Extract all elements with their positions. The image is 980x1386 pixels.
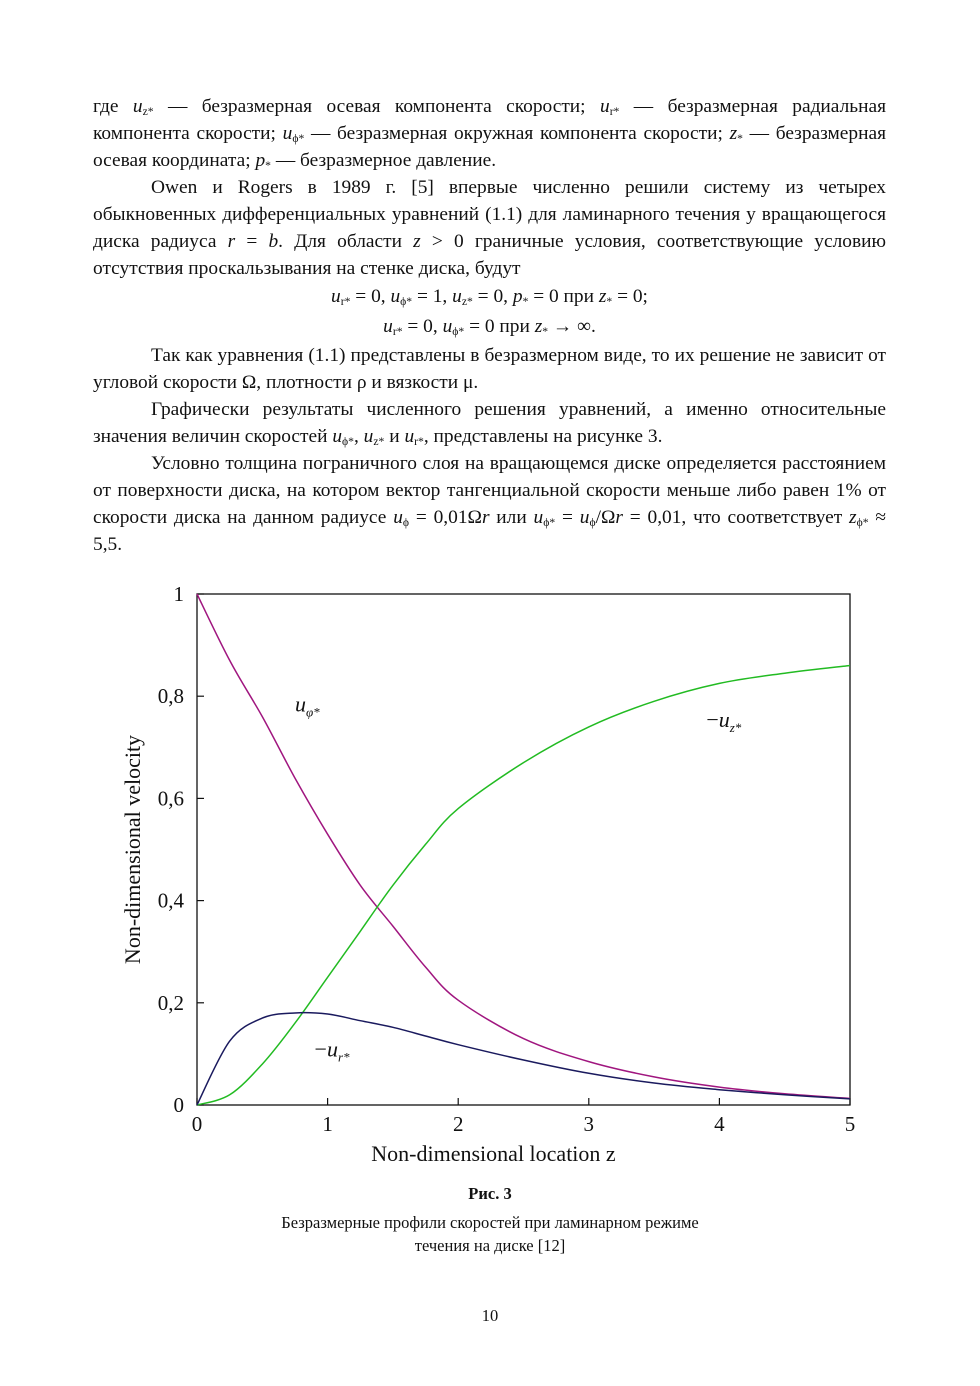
y-tick-label: 0,4 [157, 888, 184, 913]
page-number: 10 [481, 1306, 499, 1325]
x-tick-label: 2 [452, 1112, 464, 1136]
x-tick-label: 3 [583, 1112, 595, 1136]
figure-caption [0, 1211, 980, 1257]
plot-frame [197, 594, 850, 1105]
curve-label-1: $-u_{z*}$ [706, 706, 742, 735]
paragraph-2: Owen и Rogers в 1989 г. [5] впервые численно решили систему из четырех обыкновенных дифференциальных уравнений (1.1) для ламинарного течения у вращающегося диска радиуса r = b. Для области z > 0 граничные условия, соответствующие условию отсутствия проскальзывания на стенке диска, будут [93, 177, 887, 279]
y-tick-label: 1 [173, 582, 184, 606]
figure-caption-line-2: течения на диске [12] [414, 1236, 566, 1255]
boundary-condition-2: $u_{r*} = 0$, $u_{\phi*} = 0$ при $z_*$ → ∞. [383, 316, 596, 338]
y-tick-label: 0,2 [157, 990, 184, 1015]
y-axis-label: Non-dimensional velocity [120, 734, 145, 965]
x-axis-label: Non-dimensional location z [371, 1141, 616, 1166]
x-tick-label: 1 [322, 1112, 333, 1136]
x-tick-label: 4 [714, 1112, 725, 1136]
velocity-chart [110, 580, 870, 1180]
paragraph-3: Так как уравнения (1.1) представлены в безразмерном виде, то их решение не зависит от угловой скорости Ω, плотности ρ и вязкости μ. [93, 345, 886, 393]
paragraph-4: Графически результаты численного решения уравнений, а именно относительные значения величин скоростей $u_{\phi*}$, $u_{z*}$ и $u_{r*}$, представлены на рисунке 3. [93, 399, 886, 448]
velocity-profile-figure [110, 580, 870, 1180]
figure-label: Рис. 3 [468, 1184, 512, 1203]
y-tick-label: 0 [173, 1093, 184, 1117]
paragraph-1: где $u_{z*}$ — безразмерная осевая компонента скорости; $u_{r*}$ — безразмерная радиальная компонента скорости; $u_{\phi*}$ — безразмерная окружная компонента скорости; $z_*$ — безразмерная осевая координата; $p_*$ — безразмерное давление. [93, 96, 887, 172]
y-tick-label: 0,8 [157, 684, 184, 709]
paragraph-5: Условно толщина пограничного слоя на вращающемся диске определяется расстоянием от поверхности диска, на котором вектор тангенциальной скорости меньше либо равен 1% от скорости диска на данном радиусе $u_\phi = 0,01\Omega r$ или $u_{\phi*} = u_\phi/\Omega r = 0,01$, что соответствует $z_{\phi*} \approx 5,5$. [93, 453, 886, 555]
curve-label-2: $-u_{r*}$ [314, 1036, 350, 1065]
x-tick-label: 0 [191, 1112, 203, 1136]
main-text [93, 93, 886, 558]
figure-caption-line-1: Безразмерные профили скоростей при ламинарном режиме [281, 1213, 699, 1232]
curve-label-0: $u_{\varphi*}$ [294, 691, 320, 720]
y-tick-label: 0,6 [157, 786, 184, 811]
boundary-condition-1: $u_{r*} = 0$, $u_{\phi*} = 1$, $u_{z*} = 0$, $p_* = 0$ при $z_* = 0$; [331, 286, 648, 308]
x-tick-label: 5 [844, 1112, 856, 1136]
